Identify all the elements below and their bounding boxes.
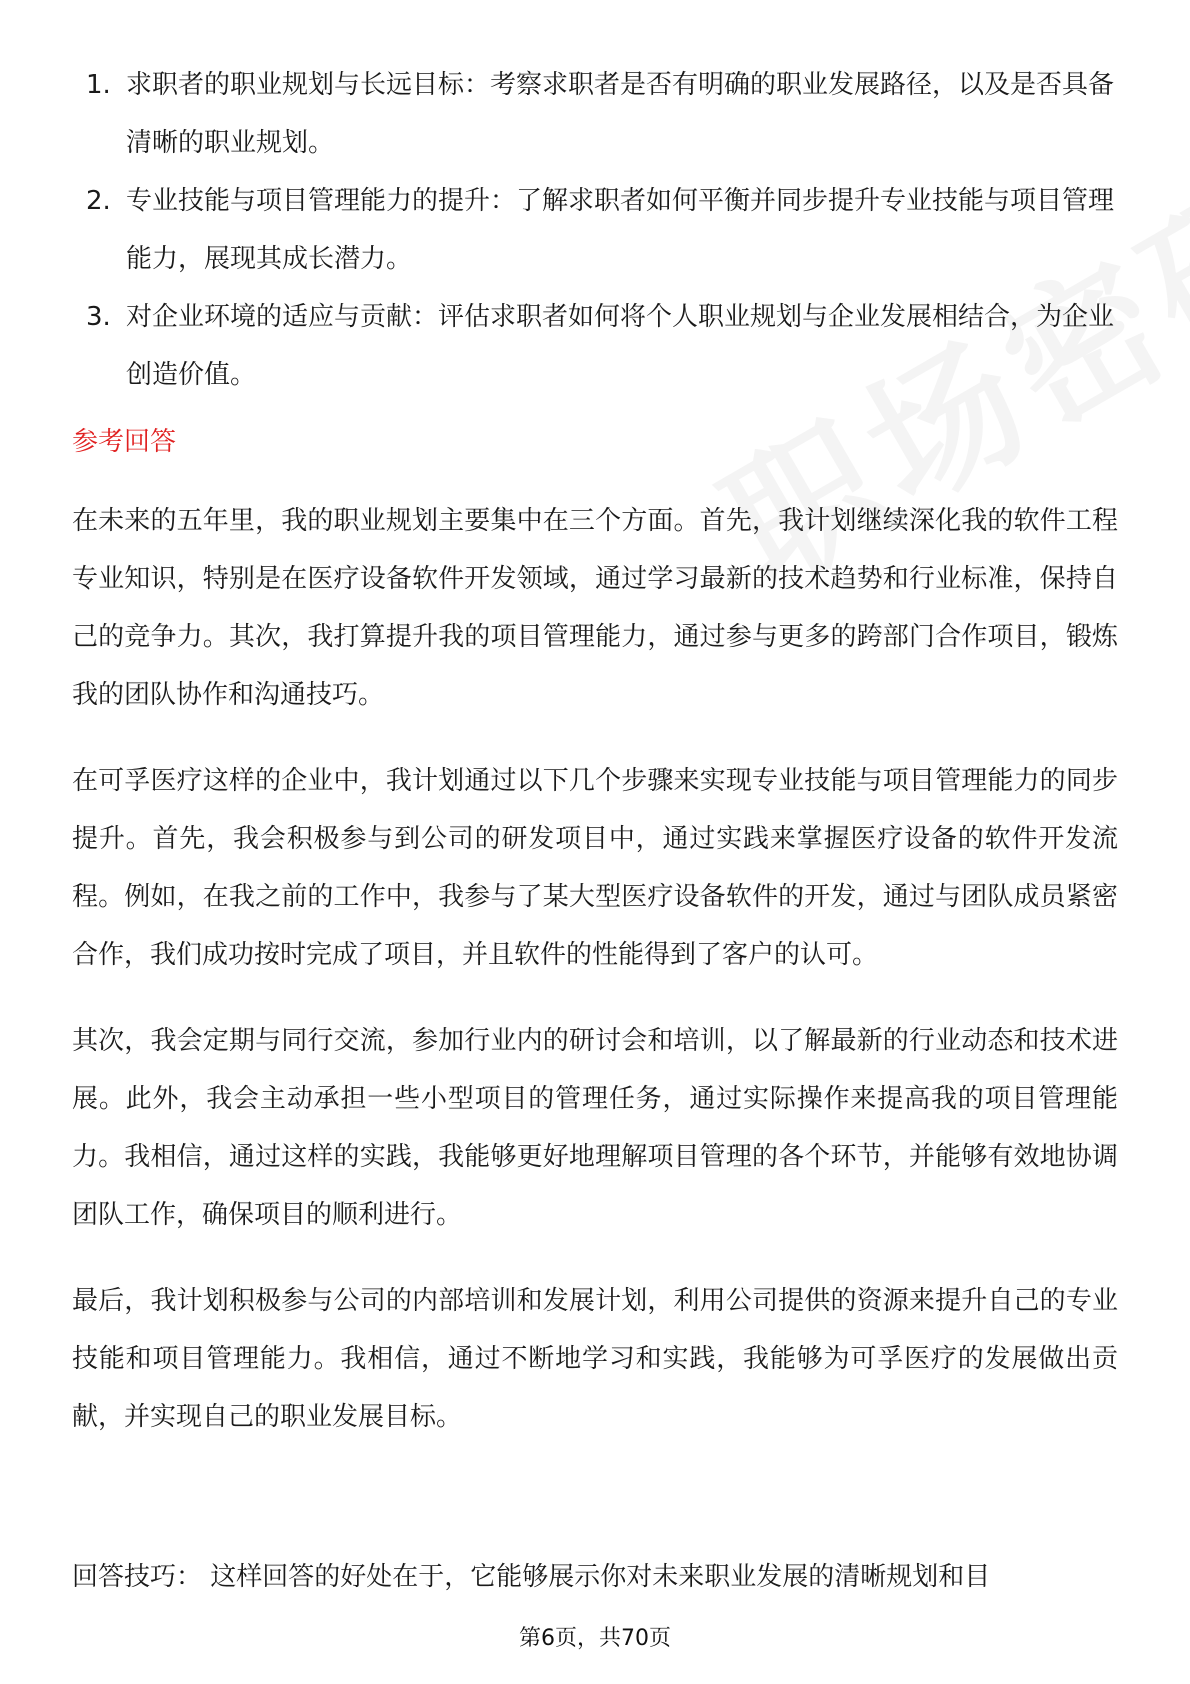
section-title: 参考回答 [72, 427, 177, 457]
paragraph: 在可孚医疗这样的企业中，我计划通过以下几个步骤来实现专业技能与项目管理能力的同步提升。首先，我会积极参与到公司的研发项目中，通过实践来掌握医疗设备的软件开发流程。例如，在我之前的工作中，我参与了某大型医疗设备软件的开发，通过与团队成员紧密合作，我们成功按时完成了项目，并且软件的性能得到了客户的认可。 [72, 766, 1118, 970]
list-number: 3. [86, 302, 111, 332]
list-item [72, 172, 1132, 288]
list-text: 专业技能与项目管理能力的提升：了解求职者如何平衡并同步提升专业技能与项目管理能力，展现其成长潜力。 [126, 186, 1115, 274]
paragraph: 其次，我会定期与同行交流，参加行业内的研讨会和培训，以了解最新的行业动态和技术进展。此外，我会主动承担一些小型项目的管理任务，通过实际操作来提高我的项目管理能力。我相信，通过这样的实践，我能够更好地理解项目管理的各个环节，并能够有效地协调团队工作，确保项目的顺利进行。 [72, 1026, 1118, 1230]
list-text: 对企业环境的适应与贡献：评估求职者如何将个人职业规划与企业发展相结合，为企业创造价值。 [126, 302, 1115, 390]
answer-body [72, 492, 1118, 1474]
list-item [72, 288, 1132, 404]
paragraph: 最后，我计划积极参与公司的内部培训和发展计划，利用公司提供的资源来提升自己的专业技能和项目管理能力。我相信，通过不断地学习和实践，我能够为可孚医疗的发展做出贡献，并实现自己的职业发展目标。 [72, 1286, 1118, 1432]
criteria-list [72, 56, 1132, 404]
list-item [72, 56, 1132, 172]
page-footer: 第6页，共70页 [519, 1626, 671, 1651]
list-number: 1. [86, 70, 111, 100]
list-number: 2. [86, 186, 111, 216]
list-text: 求职者的职业规划与长远目标：考察求职者是否有明确的职业发展路径，以及是否具备清晰的职业规划。 [126, 70, 1115, 158]
paragraph: 在未来的五年里，我的职业规划主要集中在三个方面。首先，我计划继续深化我的软件工程专业知识，特别是在医疗设备软件开发领域，通过学习最新的技术趋势和行业标准，保持自己的竞争力。其次，我打算提升我的项目管理能力，通过参与更多的跨部门合作项目，锻炼我的团队协作和沟通技巧。 [72, 506, 1118, 710]
answer-tips: 回答技巧： 这样回答的好处在于，它能够展示你对未来职业发展的清晰规划和目 [72, 1562, 991, 1592]
